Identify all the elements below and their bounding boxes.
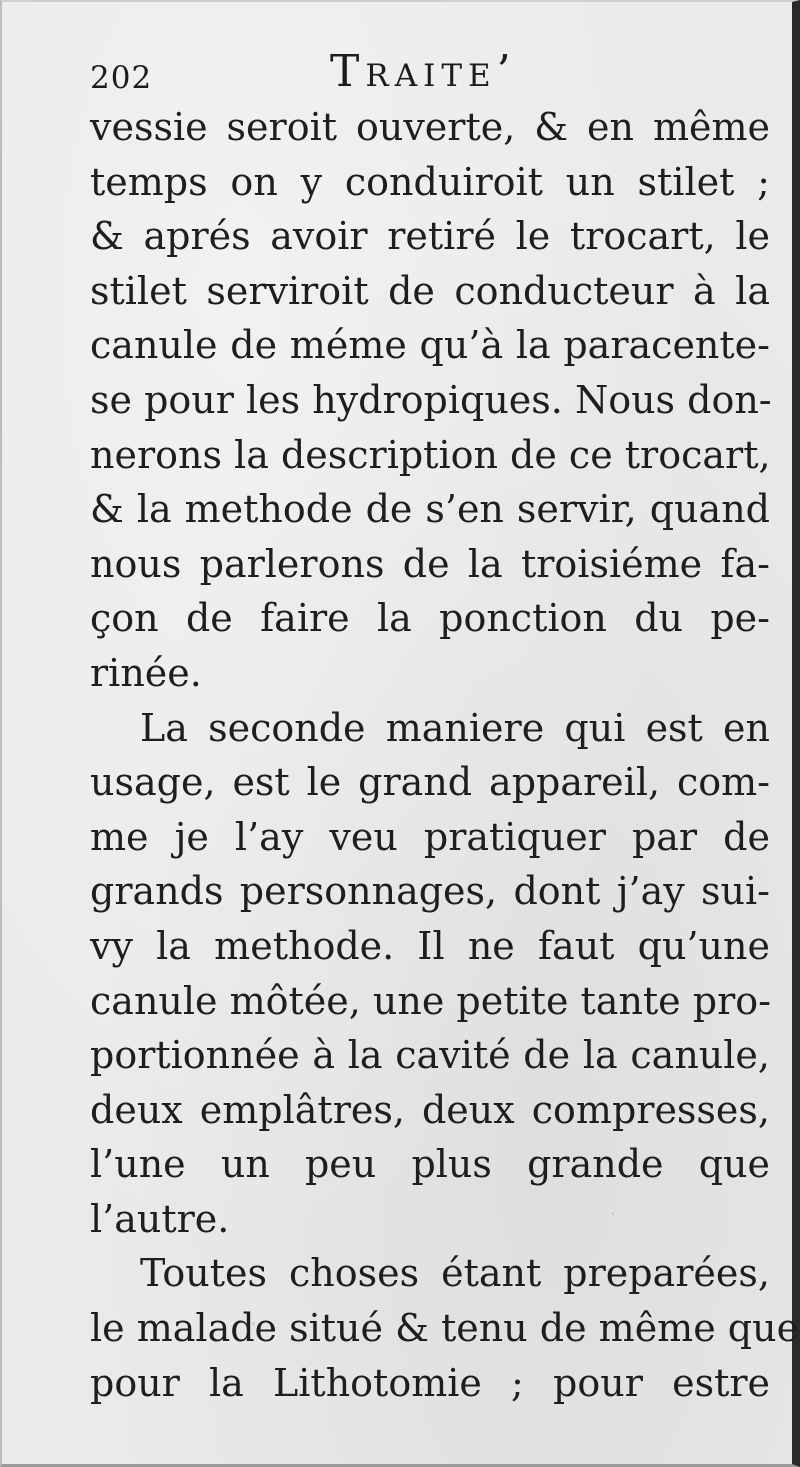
text-line: vessie seroit ouverte, & en même [90,105,770,149]
running-title: Traite’ [330,46,517,97]
text-line: rinée. [90,650,202,695]
paper-speck [422,1388,424,1390]
paper-speck [252,1322,255,1325]
text-line: canule môtée, une petite tante pro- [90,978,771,1023]
text-line: portionnée à la cavité de la canule, [90,1033,770,1078]
text-line: canule de méme qu’à la paracente- [90,323,770,368]
text-line: grands personnages, dont j’ay sui- [90,869,770,914]
text-line: temps on y conduiroit un stilet ; [90,159,770,204]
text-line: usage, est le grand appareil, com- [90,760,770,805]
body-text [90,100,800,1410]
text-line: Toutes choses étant preparées, [140,1251,770,1296]
paper-speck [612,1212,614,1215]
text-line: me je l’ay veu pratiquer par de [90,814,770,859]
text-line: & aprés avoir retiré le trocart, le [90,214,770,259]
text-line: La seconde maniere qui est en [140,705,770,750]
text-line: se pour les hydropiques. Nous don- [90,377,772,422]
text-line: vy la methode. Il ne faut qu’une [90,923,770,968]
text-line: le malade situé & tenu de même que [90,1306,800,1351]
text-line: çon de faire la ponction du pe- [90,596,770,641]
text-line: l’autre. [90,1196,230,1241]
text-line: pour la Lithotomie ; pour estre [90,1360,770,1405]
text-line: nerons la description de ce trocart, [90,432,771,477]
page-number: 202 [90,60,153,96]
text-line: deux emplâtres, deux compresses, [90,1087,770,1132]
text-line: l’une un peu plus grande que [90,1142,770,1187]
page-header [90,44,770,100]
text-line: & la methode de s’en servir, quand [90,487,770,532]
text-line: stilet serviroit de conducteur à la [90,268,770,313]
text-line: nous parlerons de la troisiéme fa- [90,541,770,586]
